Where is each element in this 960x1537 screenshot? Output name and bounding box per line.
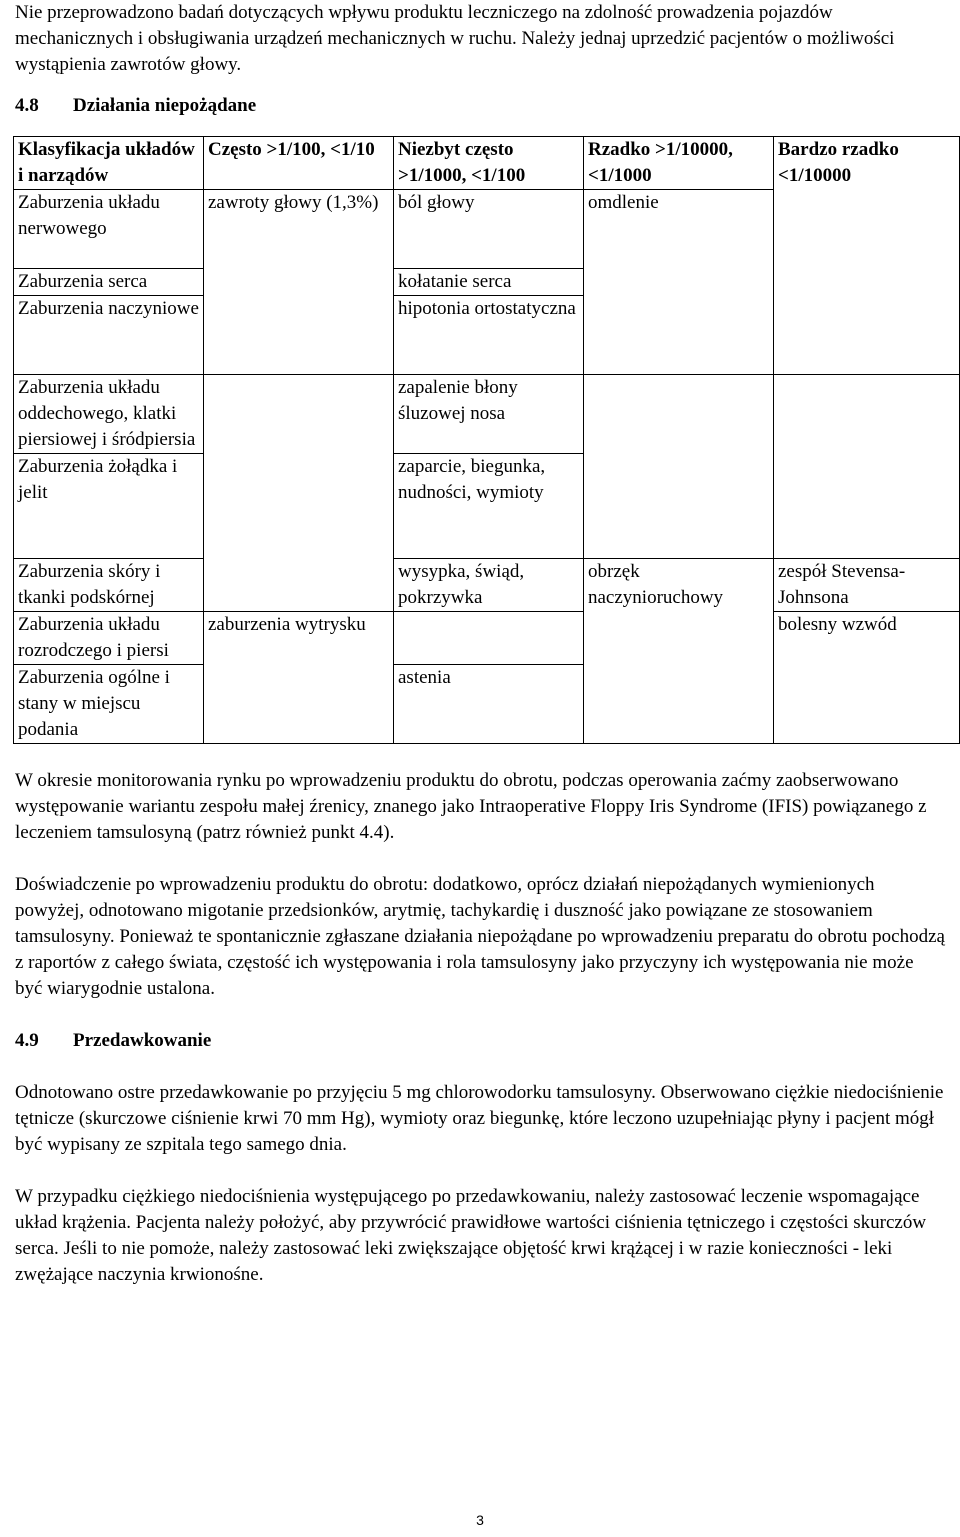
table-cell: Zaburzenia układu oddechowego, klatki piersiowej i śródpiersia	[14, 375, 204, 454]
header-cell: Rzadko >1/10000, <1/1000	[584, 137, 774, 190]
page-number: 3	[476, 1512, 484, 1528]
table-cell: kołatanie serca	[394, 269, 584, 296]
table-cell: hipotonia ortostatyczna	[394, 296, 584, 375]
table-cell: zapalenie błony śluzowej nosa	[394, 375, 584, 454]
table-cell: zaparcie, biegunka, nudności, wymioty	[394, 454, 584, 559]
table-cell: Zaburzenia naczyniowe	[14, 296, 204, 375]
table-cell	[394, 612, 584, 665]
postmarketing-paragraph: Doświadczenie po wprowadzeniu produktu do obrotu: dodatkowo, oprócz działań niepożądanych wymienionych powyżej, odnotowano migotanie przedsionków, arytmię, tachykardię i duszność jako powiązane ze stosowaniem tamsulosyny. Ponieważ te spontanicznie zgłaszane działania niepożądane po wprowadzeniu preparatu do obrotu pochodzą z raportów z całego świata, częstość ich występowania i rola tamsulosyny jako przyczyny ich występowania nie może być wiarygodnie ustalona.	[15, 874, 945, 999]
section-number: 4.9	[15, 1030, 39, 1051]
section-number: 4.8	[15, 95, 39, 116]
overdose-paragraph-2: W przypadku ciężkiego niedociśnienia występującego po przedawkowaniu, należy zastosować leczenie wspomagające układ krążenia. Pacjenta należy położyć, aby przywrócić prawidłowe wartości ciśnienia tętniczego i częstości skurczów serca. Jeśli to nie pomoże, należy zastosować leki zwiększające objętość krwi krążącej i w razie konieczności - leki zwężające naczynia krwionośne.	[15, 1186, 927, 1285]
table-cell	[584, 375, 774, 559]
section-title: Przedawkowanie	[73, 1030, 212, 1051]
adverse-effects-table	[13, 136, 960, 744]
header-cell: Klasyfikacja układów i narządów	[14, 137, 204, 190]
table-cell: Zaburzenia żołądka i jelit	[14, 454, 204, 559]
intro-paragraph: Nie przeprowadzono badań dotyczących wpływu produktu leczniczego na zdolność prowadzenia pojazdów mechanicznych i obsługiwania urządzeń mechanicznych w ruchu. Należy jednaj uprzedzić pacjentów o możliwości wystąpienia zawrotów głowy.	[15, 2, 895, 75]
table-cell: Zaburzenia ogólne i stany w miejscu podania	[14, 665, 204, 744]
table-cell	[204, 375, 394, 612]
table-cell: zespół Stevensa-Johnsona	[774, 559, 960, 612]
table-cell: obrzęk naczynioruchowy	[584, 559, 774, 744]
header-cell: Często >1/100, <1/10	[204, 137, 394, 190]
document-page	[15, 0, 945, 1288]
table-row	[14, 559, 960, 612]
overdose-paragraph-1: Odnotowano ostre przedawkowanie po przyjęciu 5 mg chlorowodorku tamsulosyny. Obserwowano ciężkie niedociśnienie tętnicze (skurczowe ciśnienie krwi 70 mm Hg), wymioty oraz biegunkę, które leczono uzupełniając płyny i pacjent mógł być wypisany ze szpitala tego samego dnia.	[15, 1082, 944, 1155]
table-cell: omdlenie	[584, 190, 774, 375]
table-cell: zawroty głowy (1,3%)	[204, 190, 394, 375]
table-cell: Zaburzenia układu nerwowego	[14, 190, 204, 269]
ifis-paragraph: W okresie monitorowania rynku po wprowadzeniu produktu do obrotu, podczas operowania zaćmy zaobserwowano występowanie wariantu zespołu małej źrenicy, znanego jako Intraoperative Floppy Iris Syndrome (IFIS) powiązanego z leczeniem tamsulosyną (patrz również punkt 4.4).	[15, 770, 927, 843]
section-title: Działania niepożądane	[73, 95, 257, 116]
section-heading-4-9	[15, 1028, 945, 1054]
table-cell	[774, 375, 960, 559]
table-row	[14, 375, 960, 454]
table-cell: bolesny wzwód	[774, 612, 960, 744]
table-cell: ból głowy	[394, 190, 584, 269]
table-cell: Zaburzenia serca	[14, 269, 204, 296]
table-cell: wysypka, świąd, pokrzywka	[394, 559, 584, 612]
table-row	[14, 612, 960, 665]
header-cell: Niezbyt często >1/1000, <1/100	[394, 137, 584, 190]
header-cell: Bardzo rzadko <1/10000	[774, 137, 960, 375]
table-cell: Zaburzenia skóry i tkanki podskórnej	[14, 559, 204, 612]
table-cell: Zaburzenia układu rozrodczego i piersi	[14, 612, 204, 665]
table-cell: zaburzenia wytrysku	[204, 612, 394, 744]
section-heading-4-8	[15, 93, 945, 119]
table-header-row	[14, 137, 960, 190]
table-cell: astenia	[394, 665, 584, 744]
